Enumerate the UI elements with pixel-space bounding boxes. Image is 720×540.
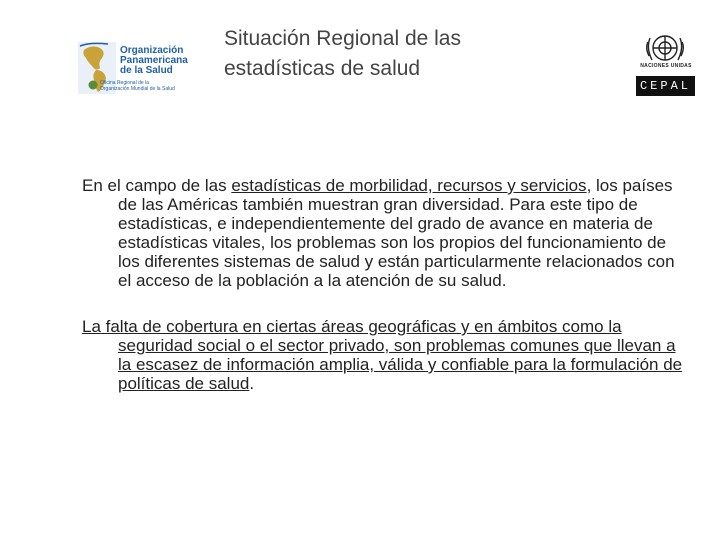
paragraph-1	[82, 176, 688, 290]
paho-name	[120, 46, 188, 76]
paho-subtitle	[100, 80, 175, 92]
paho-name-line: Panamericana	[120, 55, 188, 66]
paragraph-1-rest: , los países de las Américas también muestran gran diversidad. Para este tipo de estadísticas, e independientemente del grado de avance en materia de estadísticas vitales, los problemas son los propios del funcionamiento de los diferentes sistemas de salud y están particularmente relacionados con el acceso de la población a la atención de su salud.	[118, 176, 675, 290]
paragraph-1-intro: En el campo de las	[82, 176, 232, 195]
who-emblem-icon	[88, 80, 98, 90]
cepal-logo: CEPAL	[636, 76, 695, 96]
title-line: estadísticas de salud	[224, 57, 421, 80]
paragraph-2-end: .	[249, 374, 255, 393]
paho-name-line: de la Salud	[120, 65, 173, 76]
paho-logo	[78, 42, 213, 98]
un-label: NACIONES UNIDAS	[640, 63, 692, 69]
coverage-link[interactable]: La falta de cobertura en ciertas áreas geográficas y en ámbitos como la seguridad social o el sector privado, son problemas comunes que llevan a la escasez de información amplia, válida y confiable para la formulación de políticas de salud	[82, 317, 683, 393]
slide-body	[82, 176, 688, 420]
paragraph-2	[82, 317, 688, 393]
paho-name-line: Organización	[120, 45, 184, 56]
paho-sub-line: Organización Mundial de la Salud	[100, 86, 175, 92]
slide-title	[224, 24, 604, 84]
paho-sub-line: Oficina Regional de la	[100, 80, 149, 86]
morbidity-stats-link[interactable]: estadísticas de morbilidad, recursos y servicios	[231, 176, 587, 195]
title-line: Situación Regional de las	[224, 27, 461, 50]
